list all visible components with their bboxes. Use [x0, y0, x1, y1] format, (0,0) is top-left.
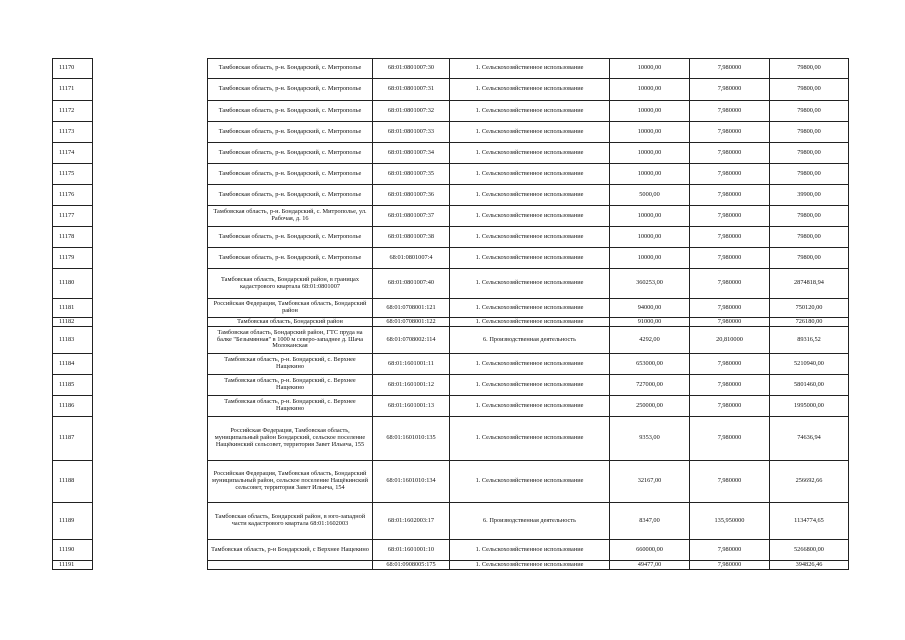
rate-cell: 7,980000 — [690, 79, 770, 101]
rate-cell: 7,980000 — [690, 417, 770, 461]
land-use-cell: 1. Сельскохозяйственное использование — [450, 375, 610, 396]
row-number: 11188 — [53, 461, 93, 503]
table-row — [53, 248, 849, 269]
table-row — [53, 299, 849, 318]
area-cell: 10000,00 — [610, 79, 690, 101]
cadastral-value-cell: 5801460,00 — [770, 375, 849, 396]
spacer-cell — [93, 327, 208, 354]
land-use-cell: 1. Сельскохозяйственное использование — [450, 122, 610, 143]
area-cell: 10000,00 — [610, 206, 690, 227]
table-row — [53, 122, 849, 143]
rate-cell: 7,980000 — [690, 227, 770, 248]
address-cell: Тамбовская область, р-н Бондарский, с Верхнее Нащекино — [208, 540, 373, 561]
land-use-cell: 6. Производственная деятельность — [450, 327, 610, 354]
cadastral-value-cell: 394826,46 — [770, 561, 849, 570]
land-use-cell: 1. Сельскохозяйственное использование — [450, 561, 610, 570]
table-row — [53, 561, 849, 570]
area-cell: 10000,00 — [610, 59, 690, 79]
cadastral-value-cell: 79800,00 — [770, 164, 849, 185]
spacer-cell — [93, 375, 208, 396]
rate-cell: 135,950000 — [690, 503, 770, 540]
table-body — [53, 59, 849, 570]
spacer-cell — [93, 354, 208, 375]
cadastral-value-cell: 1134774,65 — [770, 503, 849, 540]
table-row — [53, 101, 849, 122]
area-cell: 4292,00 — [610, 327, 690, 354]
address-cell: Тамбовская область, р-н. Бондарский, с. Верхнее Нащекино — [208, 354, 373, 375]
cadastral-number-cell: 68:01:1601010:135 — [373, 417, 450, 461]
cadastral-value-cell: 79800,00 — [770, 227, 849, 248]
spacer-cell — [93, 185, 208, 206]
spacer-cell — [93, 269, 208, 299]
table-row — [53, 59, 849, 79]
cadastral-number-cell: 68:01:0801007:36 — [373, 185, 450, 206]
area-cell: 10000,00 — [610, 248, 690, 269]
rate-cell: 7,980000 — [690, 101, 770, 122]
land-use-cell: 1. Сельскохозяйственное использование — [450, 417, 610, 461]
table-row — [53, 540, 849, 561]
table-row — [53, 503, 849, 540]
rate-cell: 7,980000 — [690, 375, 770, 396]
rate-cell: 7,980000 — [690, 269, 770, 299]
cadastral-value-cell: 74636,94 — [770, 417, 849, 461]
rate-cell: 7,980000 — [690, 540, 770, 561]
address-cell: Тамбовская область, р-н. Бондарский, с. Митрополье — [208, 227, 373, 248]
land-use-cell: 1. Сельскохозяйственное использование — [450, 101, 610, 122]
row-number: 11186 — [53, 396, 93, 417]
row-number: 11170 — [53, 59, 93, 79]
spacer-cell — [93, 248, 208, 269]
row-number: 11187 — [53, 417, 93, 461]
rate-cell: 7,980000 — [690, 299, 770, 318]
area-cell: 8347,00 — [610, 503, 690, 540]
area-cell: 10000,00 — [610, 122, 690, 143]
row-number: 11179 — [53, 248, 93, 269]
land-use-cell: 1. Сельскохозяйственное использование — [450, 396, 610, 417]
table-row — [53, 79, 849, 101]
row-number: 11174 — [53, 143, 93, 164]
cadastral-number-cell: 68:01:0801007:34 — [373, 143, 450, 164]
address-cell: Тамбовская область, р-н. Бондарский, с. Митрополье — [208, 122, 373, 143]
row-number: 11172 — [53, 101, 93, 122]
area-cell: 653000,00 — [610, 354, 690, 375]
table-row — [53, 185, 849, 206]
area-cell: 10000,00 — [610, 164, 690, 185]
table-row — [53, 461, 849, 503]
table-row — [53, 327, 849, 354]
spacer-cell — [93, 206, 208, 227]
address-cell: Тамбовская область, Бондарский район — [208, 318, 373, 327]
cadastral-number-cell: 68:01:1601010:134 — [373, 461, 450, 503]
address-cell: Тамбовская область, Бондарский район, ГТС пруда на балке "Безымянная" в 1000 м северо-западнее д. Шача Молоканская — [208, 327, 373, 354]
rate-cell: 7,980000 — [690, 185, 770, 206]
spacer-cell — [93, 101, 208, 122]
address-cell — [208, 561, 373, 570]
land-use-cell: 1. Сельскохозяйственное использование — [450, 318, 610, 327]
cadastral-value-table — [52, 58, 849, 570]
row-number: 11191 — [53, 561, 93, 570]
rate-cell: 20,810000 — [690, 327, 770, 354]
address-cell: Тамбовская область, р-н. Бондарский, с. Митрополье — [208, 59, 373, 79]
cadastral-number-cell: 68:01:1602003:17 — [373, 503, 450, 540]
spacer-cell — [93, 461, 208, 503]
spacer-cell — [93, 227, 208, 248]
spacer-cell — [93, 59, 208, 79]
area-cell: 32167,00 — [610, 461, 690, 503]
table-row — [53, 417, 849, 461]
spacer-cell — [93, 396, 208, 417]
row-number: 11171 — [53, 79, 93, 101]
address-cell: Российская Федерация, Тамбовская область, Бондарский муниципальный район, сельское поселение Нащёкинский сельсовет, территория Завет Ильича, 154 — [208, 461, 373, 503]
table-row — [53, 396, 849, 417]
land-use-cell: 1. Сельскохозяйственное использование — [450, 248, 610, 269]
row-number: 11175 — [53, 164, 93, 185]
cadastral-value-cell: 79800,00 — [770, 59, 849, 79]
land-use-cell: 1. Сельскохозяйственное использование — [450, 227, 610, 248]
area-cell: 727000,00 — [610, 375, 690, 396]
table-row — [53, 227, 849, 248]
area-cell: 660000,00 — [610, 540, 690, 561]
cadastral-number-cell: 68:01:0801007:37 — [373, 206, 450, 227]
rate-cell: 7,980000 — [690, 561, 770, 570]
cadastral-number-cell: 68:01:1601001:10 — [373, 540, 450, 561]
area-cell: 49477,00 — [610, 561, 690, 570]
address-cell: Российская Федерация, Тамбовская область, Бондарский район — [208, 299, 373, 318]
row-number: 11183 — [53, 327, 93, 354]
cadastral-value-cell: 39900,00 — [770, 185, 849, 206]
spacer-cell — [93, 164, 208, 185]
table-row — [53, 318, 849, 327]
address-cell: Российская Федерация, Тамбовская область, муниципальный район Бондарский, сельское поселение Нащёкинский сельсовет, территория Завет Ильича, 155 — [208, 417, 373, 461]
land-use-cell: 1. Сельскохозяйственное использование — [450, 540, 610, 561]
cadastral-value-cell: 5266800,00 — [770, 540, 849, 561]
row-number: 11180 — [53, 269, 93, 299]
land-use-cell: 1. Сельскохозяйственное использование — [450, 185, 610, 206]
cadastral-value-cell: 79800,00 — [770, 143, 849, 164]
area-cell: 91000,00 — [610, 318, 690, 327]
spacer-cell — [93, 79, 208, 101]
table-row — [53, 143, 849, 164]
cadastral-number-cell: 68:01:0801007:35 — [373, 164, 450, 185]
area-cell: 10000,00 — [610, 227, 690, 248]
area-cell: 94000,00 — [610, 299, 690, 318]
row-number: 11178 — [53, 227, 93, 248]
table-row — [53, 375, 849, 396]
cadastral-value-cell: 79800,00 — [770, 122, 849, 143]
area-cell: 360253,00 — [610, 269, 690, 299]
address-cell: Тамбовская область, р-н. Бондарский, с. Митрополье — [208, 101, 373, 122]
land-use-cell: 1. Сельскохозяйственное использование — [450, 461, 610, 503]
table-row — [53, 269, 849, 299]
spacer-cell — [93, 503, 208, 540]
table-row — [53, 206, 849, 227]
address-cell: Тамбовская область, р-н. Бондарский, с. Митрополье — [208, 248, 373, 269]
cadastral-value-cell: 79800,00 — [770, 79, 849, 101]
cadastral-number-cell: 68:01:0801007:33 — [373, 122, 450, 143]
address-cell: Тамбовская область, р-н. Бондарский, с. Митрополье, ул. Рабочая, д. 16 — [208, 206, 373, 227]
rate-cell: 7,980000 — [690, 248, 770, 269]
row-number: 11177 — [53, 206, 93, 227]
row-number: 11190 — [53, 540, 93, 561]
cadastral-number-cell: 68:01:0908005:175 — [373, 561, 450, 570]
cadastral-value-cell: 79800,00 — [770, 248, 849, 269]
cadastral-value-cell: 5210940,00 — [770, 354, 849, 375]
rate-cell: 7,980000 — [690, 164, 770, 185]
area-cell: 10000,00 — [610, 143, 690, 164]
row-number: 11182 — [53, 318, 93, 327]
spacer-cell — [93, 540, 208, 561]
table-row — [53, 354, 849, 375]
rate-cell: 7,980000 — [690, 59, 770, 79]
cadastral-number-cell: 68:01:0801007:31 — [373, 79, 450, 101]
area-cell: 9353,00 — [610, 417, 690, 461]
cadastral-value-cell: 79800,00 — [770, 101, 849, 122]
address-cell: Тамбовская область, Бондарский район, в границах кадастрового квартала 68:01:0801007 — [208, 269, 373, 299]
cadastral-value-cell: 89316,52 — [770, 327, 849, 354]
address-cell: Тамбовская область, Бондарский район, в юго-западной части кадастрового квартала 68:01:1602003 — [208, 503, 373, 540]
land-use-cell: 1. Сельскохозяйственное использование — [450, 59, 610, 79]
land-use-cell: 1. Сельскохозяйственное использование — [450, 299, 610, 318]
address-cell: Тамбовская область, р-н. Бондарский, с. Верхнее Нащекино — [208, 396, 373, 417]
cadastral-number-cell: 68:01:1601001:13 — [373, 396, 450, 417]
spacer-cell — [93, 561, 208, 570]
land-use-cell: 6. Производственная деятельность — [450, 503, 610, 540]
cadastral-value-cell: 2874818,94 — [770, 269, 849, 299]
area-cell: 5000,00 — [610, 185, 690, 206]
address-cell: Тамбовская область, р-н. Бондарский, с. Митрополье — [208, 164, 373, 185]
address-cell: Тамбовская область, р-н. Бондарский, с. Верхнее Нащекино — [208, 375, 373, 396]
spacer-cell — [93, 143, 208, 164]
row-number: 11184 — [53, 354, 93, 375]
cadastral-number-cell: 68:01:0708002:114 — [373, 327, 450, 354]
rate-cell: 7,980000 — [690, 122, 770, 143]
cadastral-number-cell: 68:01:0801007:4 — [373, 248, 450, 269]
cadastral-number-cell: 68:01:1601001:12 — [373, 375, 450, 396]
rate-cell: 7,980000 — [690, 206, 770, 227]
row-number: 11173 — [53, 122, 93, 143]
cadastral-value-cell: 79800,00 — [770, 206, 849, 227]
cadastral-value-cell: 256692,66 — [770, 461, 849, 503]
area-cell: 250000,00 — [610, 396, 690, 417]
cadastral-value-cell: 726180,00 — [770, 318, 849, 327]
spacer-cell — [93, 122, 208, 143]
land-use-cell: 1. Сельскохозяйственное использование — [450, 206, 610, 227]
address-cell: Тамбовская область, р-н. Бондарский, с. Митрополье — [208, 79, 373, 101]
cadastral-number-cell: 68:01:0801007:38 — [373, 227, 450, 248]
row-number: 11176 — [53, 185, 93, 206]
table-row — [53, 164, 849, 185]
rate-cell: 7,980000 — [690, 143, 770, 164]
cadastral-value-cell: 750120,00 — [770, 299, 849, 318]
area-cell: 10000,00 — [610, 101, 690, 122]
row-number: 11189 — [53, 503, 93, 540]
row-number: 11185 — [53, 375, 93, 396]
rate-cell: 7,980000 — [690, 318, 770, 327]
cadastral-number-cell: 68:01:0801007:30 — [373, 59, 450, 79]
cadastral-number-cell: 68:01:0801007:32 — [373, 101, 450, 122]
address-cell: Тамбовская область, р-н. Бондарский, с. Митрополье — [208, 185, 373, 206]
rate-cell: 7,980000 — [690, 396, 770, 417]
address-cell: Тамбовская область, р-н. Бондарский, с. Митрополье — [208, 143, 373, 164]
cadastral-number-cell: 68:01:1601001:11 — [373, 354, 450, 375]
cadastral-number-cell: 68:01:0708001:122 — [373, 318, 450, 327]
land-use-cell: 1. Сельскохозяйственное использование — [450, 269, 610, 299]
land-use-cell: 1. Сельскохозяйственное использование — [450, 164, 610, 185]
cadastral-number-cell: 68:01:0708001:121 — [373, 299, 450, 318]
spacer-cell — [93, 318, 208, 327]
cadastral-value-cell: 1995000,00 — [770, 396, 849, 417]
rate-cell: 7,980000 — [690, 461, 770, 503]
spacer-cell — [93, 299, 208, 318]
land-use-cell: 1. Сельскохозяйственное использование — [450, 79, 610, 101]
land-use-cell: 1. Сельскохозяйственное использование — [450, 354, 610, 375]
rate-cell: 7,980000 — [690, 354, 770, 375]
row-number: 11181 — [53, 299, 93, 318]
cadastral-number-cell: 68:01:0801007:40 — [373, 269, 450, 299]
land-use-cell: 1. Сельскохозяйственное использование — [450, 143, 610, 164]
spacer-cell — [93, 417, 208, 461]
